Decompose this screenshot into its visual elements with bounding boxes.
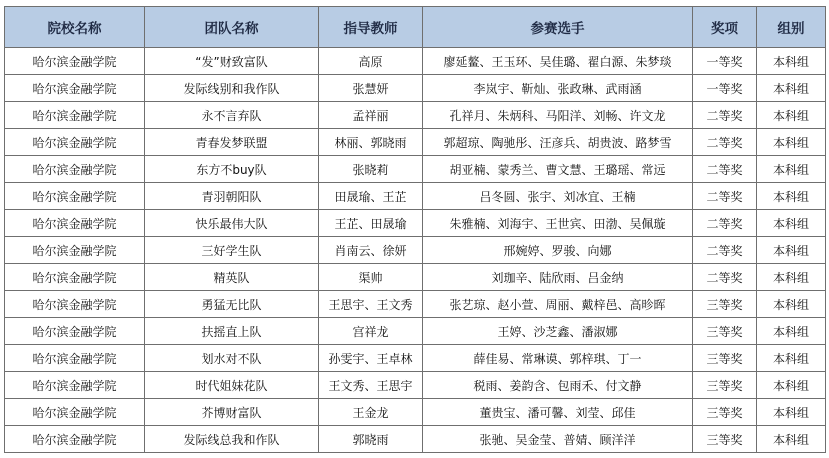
- header-contestants: 参赛选手: [423, 7, 693, 48]
- table-header: [5, 7, 826, 48]
- advisor-cell: 郭晓雨: [319, 426, 423, 453]
- group-cell: 本科组: [757, 183, 826, 210]
- contestants-cell: 张艺琼、赵小萱、周丽、戴梓邑、高昣晖: [423, 291, 693, 318]
- table-row: [5, 48, 826, 75]
- header-team: 团队名称: [145, 7, 319, 48]
- contestants-cell: 朱雅楠、刘海宇、王世宾、田渤、吴佩璇: [423, 210, 693, 237]
- group-cell: 本科组: [757, 264, 826, 291]
- award-cell: 二等奖: [693, 183, 757, 210]
- award-cell: 二等奖: [693, 129, 757, 156]
- table-row: [5, 345, 826, 372]
- advisor-cell: 林丽、郭晓雨: [319, 129, 423, 156]
- contestants-cell: 张驰、吴金莹、普婧、顾洋洋: [423, 426, 693, 453]
- team-cell: 发际线总我和作队: [145, 426, 319, 453]
- award-cell: 一等奖: [693, 75, 757, 102]
- school-cell: 哈尔滨金融学院: [5, 318, 145, 345]
- group-cell: 本科组: [757, 345, 826, 372]
- advisor-cell: 田晟瑜、王芷: [319, 183, 423, 210]
- school-cell: 哈尔滨金融学院: [5, 48, 145, 75]
- advisor-cell: 张晓莉: [319, 156, 423, 183]
- team-cell: 划水对不队: [145, 345, 319, 372]
- award-cell: 二等奖: [693, 156, 757, 183]
- school-cell: 哈尔滨金融学院: [5, 210, 145, 237]
- group-cell: 本科组: [757, 237, 826, 264]
- group-cell: 本科组: [757, 156, 826, 183]
- group-cell: 本科组: [757, 210, 826, 237]
- advisor-cell: 肖南云、徐妍: [319, 237, 423, 264]
- contestants-cell: 薛佳易、常琳谟、郭梓琪、丁一: [423, 345, 693, 372]
- award-cell: 三等奖: [693, 291, 757, 318]
- team-cell: 时代姐妹花队: [145, 372, 319, 399]
- team-cell: 芥博财富队: [145, 399, 319, 426]
- award-cell: 三等奖: [693, 399, 757, 426]
- group-cell: 本科组: [757, 426, 826, 453]
- advisor-cell: 王文秀、王思宇: [319, 372, 423, 399]
- header-row: [5, 7, 826, 48]
- contestants-cell: 李岚宇、靳灿、张政琳、武雨涵: [423, 75, 693, 102]
- contestants-cell: 董贵宝、潘可馨、刘莹、邱佳: [423, 399, 693, 426]
- award-cell: 二等奖: [693, 102, 757, 129]
- table-row: [5, 372, 826, 399]
- advisor-cell: 孙雯宇、王卓林: [319, 345, 423, 372]
- team-cell: 勇猛无比队: [145, 291, 319, 318]
- team-cell: 扶摇直上队: [145, 318, 319, 345]
- table-row: [5, 156, 826, 183]
- awards-table: [4, 6, 826, 453]
- school-cell: 哈尔滨金融学院: [5, 372, 145, 399]
- table-row: [5, 264, 826, 291]
- advisor-cell: 渠帅: [319, 264, 423, 291]
- award-cell: 二等奖: [693, 237, 757, 264]
- award-cell: 三等奖: [693, 426, 757, 453]
- contestants-cell: 廖延鳌、王玉环、吴佳璐、翟白源、朱梦琰: [423, 48, 693, 75]
- advisor-cell: 孟祥丽: [319, 102, 423, 129]
- school-cell: 哈尔滨金融学院: [5, 102, 145, 129]
- header-award: 奖项: [693, 7, 757, 48]
- table-row: [5, 75, 826, 102]
- contestants-cell: 吕冬圆、张宇、刘冰宜、王楠: [423, 183, 693, 210]
- advisor-cell: 张慧妍: [319, 75, 423, 102]
- advisor-cell: 高原: [319, 48, 423, 75]
- school-cell: 哈尔滨金融学院: [5, 183, 145, 210]
- school-cell: 哈尔滨金融学院: [5, 426, 145, 453]
- contestants-cell: 税雨、姜韵含、包雨禾、付文静: [423, 372, 693, 399]
- award-cell: 一等奖: [693, 48, 757, 75]
- group-cell: 本科组: [757, 372, 826, 399]
- school-cell: 哈尔滨金融学院: [5, 129, 145, 156]
- header-school: 院校名称: [5, 7, 145, 48]
- contestants-cell: 王婷、沙芝鑫、潘淑娜: [423, 318, 693, 345]
- group-cell: 本科组: [757, 48, 826, 75]
- group-cell: 本科组: [757, 129, 826, 156]
- team-cell: 东方不buy队: [145, 156, 319, 183]
- table-row: [5, 210, 826, 237]
- table-row: [5, 183, 826, 210]
- award-cell: 二等奖: [693, 264, 757, 291]
- team-cell: “发”财致富队: [145, 48, 319, 75]
- contestants-cell: 胡亚楠、蒙秀兰、曹文慧、王璐瑶、常远: [423, 156, 693, 183]
- team-cell: 精英队: [145, 264, 319, 291]
- group-cell: 本科组: [757, 75, 826, 102]
- advisor-cell: 王思宇、王文秀: [319, 291, 423, 318]
- table-row: [5, 318, 826, 345]
- school-cell: 哈尔滨金融学院: [5, 291, 145, 318]
- contestants-cell: 刘珈辛、陆欣雨、吕金纳: [423, 264, 693, 291]
- table-row: [5, 237, 826, 264]
- advisor-cell: 宫祥龙: [319, 318, 423, 345]
- award-cell: 三等奖: [693, 345, 757, 372]
- school-cell: 哈尔滨金融学院: [5, 264, 145, 291]
- group-cell: 本科组: [757, 399, 826, 426]
- contestants-cell: 郭超琼、陶驰彤、汪彦兵、胡贵波、路梦雪: [423, 129, 693, 156]
- group-cell: 本科组: [757, 318, 826, 345]
- award-cell: 三等奖: [693, 372, 757, 399]
- team-cell: 青羽朝阳队: [145, 183, 319, 210]
- contestants-cell: 孔祥月、朱炳科、马阳洋、刘畅、许文龙: [423, 102, 693, 129]
- school-cell: 哈尔滨金融学院: [5, 399, 145, 426]
- team-cell: 发际线别和我作队: [145, 75, 319, 102]
- group-cell: 本科组: [757, 102, 826, 129]
- team-cell: 青春发梦联盟: [145, 129, 319, 156]
- advisor-cell: 王金龙: [319, 399, 423, 426]
- group-cell: 本科组: [757, 291, 826, 318]
- school-cell: 哈尔滨金融学院: [5, 156, 145, 183]
- team-cell: 快乐最伟大队: [145, 210, 319, 237]
- school-cell: 哈尔滨金融学院: [5, 75, 145, 102]
- table-row: [5, 399, 826, 426]
- team-cell: 永不言弃队: [145, 102, 319, 129]
- table-row: [5, 129, 826, 156]
- team-cell: 三好学生队: [145, 237, 319, 264]
- school-cell: 哈尔滨金融学院: [5, 237, 145, 264]
- table-body: [5, 48, 826, 453]
- table-row: [5, 102, 826, 129]
- header-advisor: 指导教师: [319, 7, 423, 48]
- table-row: [5, 426, 826, 453]
- header-group: 组别: [757, 7, 826, 48]
- advisor-cell: 王芷、田晟瑜: [319, 210, 423, 237]
- table-row: [5, 291, 826, 318]
- award-cell: 三等奖: [693, 318, 757, 345]
- award-cell: 二等奖: [693, 210, 757, 237]
- contestants-cell: 邢婉婷、罗骏、向娜: [423, 237, 693, 264]
- school-cell: 哈尔滨金融学院: [5, 345, 145, 372]
